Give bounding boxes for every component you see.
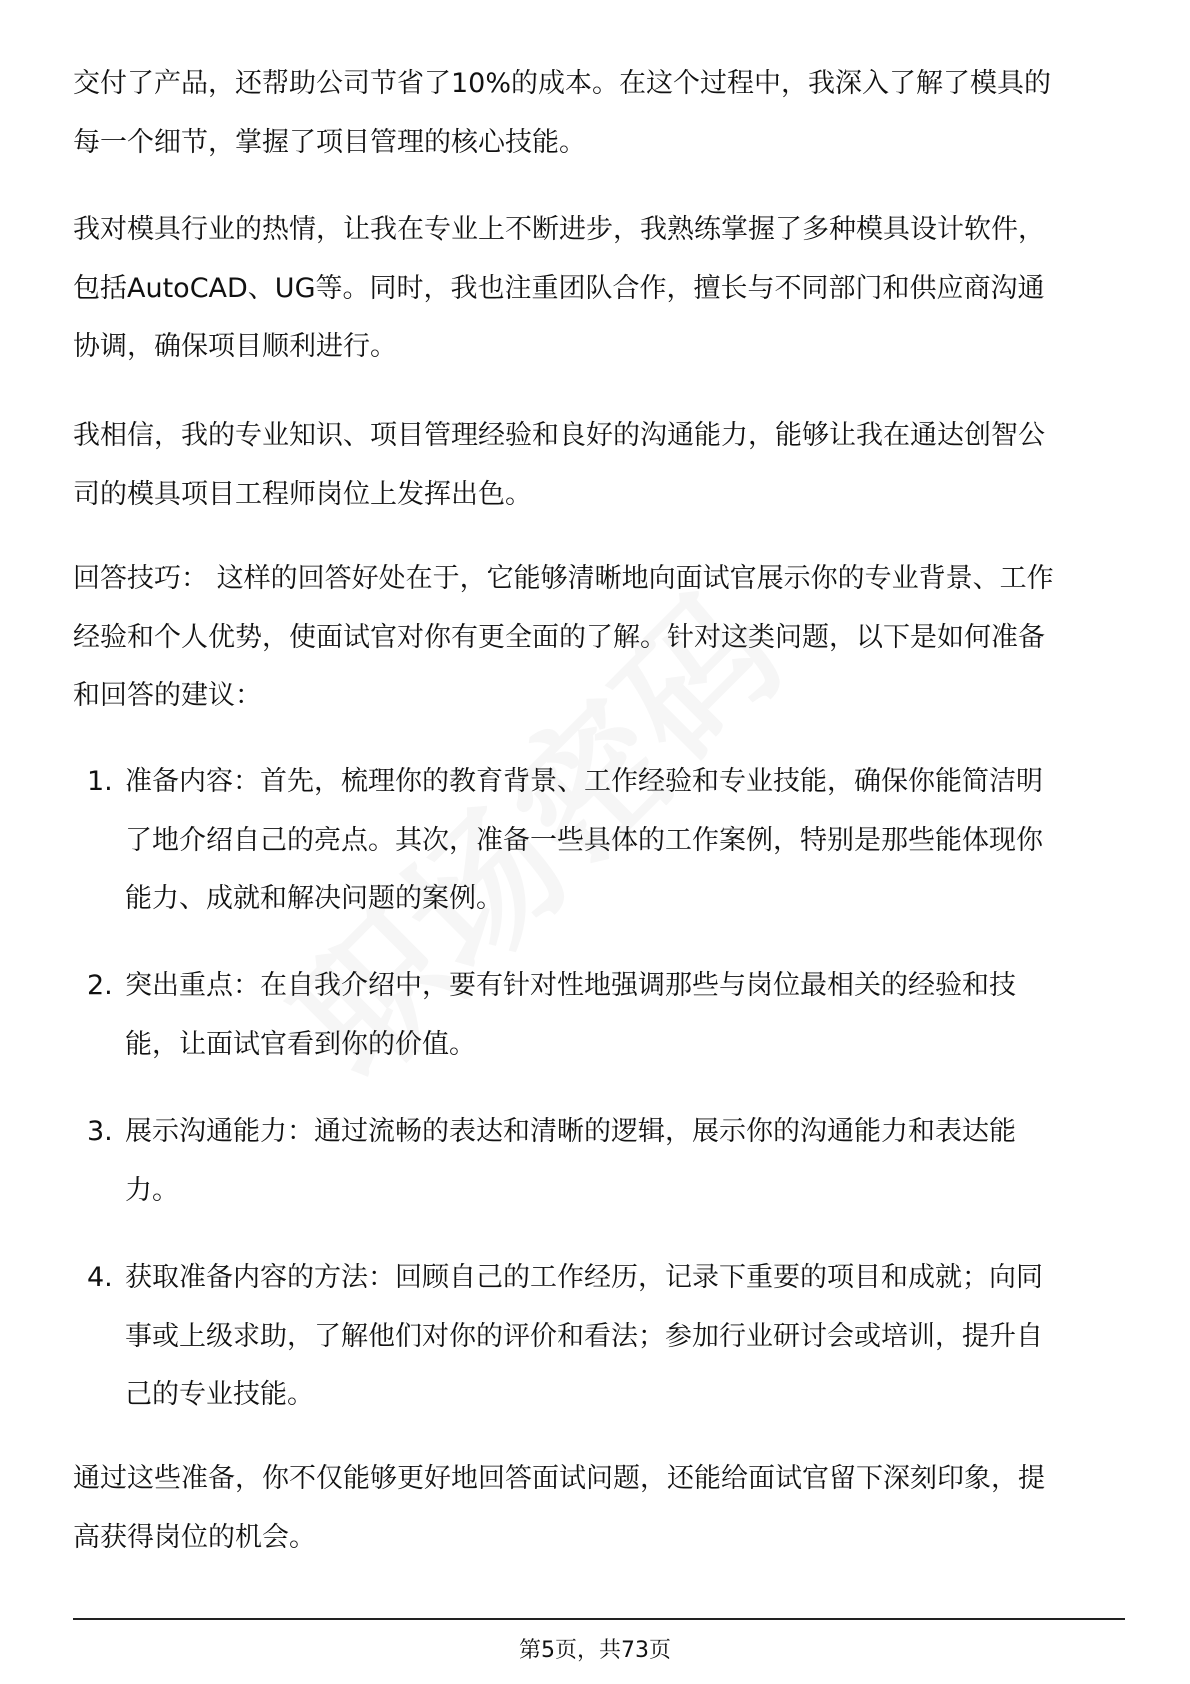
closing-paragraph: [73, 1450, 1133, 1567]
paragraph-3: [73, 407, 1133, 524]
text-line: 突出重点：在自我介绍中，要有针对性地强调那些与岗位最相关的经验和技: [125, 970, 1016, 1001]
text-line: 协调，确保项目顺利进行。: [73, 331, 397, 362]
text-line: 能力、成就和解决问题的案例。: [125, 883, 503, 914]
paragraph-1: [73, 55, 1133, 172]
text-line: 回答技巧： 这样的回答好处在于，它能够清晰地向面试官展示你的专业背景、工作: [73, 563, 1054, 594]
text-line: 高获得岗位的机会。: [73, 1521, 316, 1553]
text-line: 经验和个人优势，使面试官对你有更全面的了解。针对这类问题，以下是如何准备: [73, 621, 1045, 653]
list-number: 3.: [87, 1116, 113, 1147]
footer-divider: [73, 1618, 1125, 1620]
text-line: 每一个细节，掌握了项目管理的核心技能。: [73, 126, 586, 158]
page-number: 第5页，共73页: [519, 1638, 671, 1663]
text-line: 交付了产品，还帮助公司节省了10%的成本。在这个过程中，我深入了解了模具的: [73, 68, 1052, 99]
text-line: 准备内容：首先，梳理你的教育背景、工作经验和专业技能，确保你能简洁明: [125, 766, 1043, 797]
text-line: 能，让面试官看到你的价值。: [125, 1028, 476, 1060]
list-number: 1.: [87, 766, 113, 797]
list-number: 2.: [87, 970, 113, 1001]
text-line: 事或上级求助，了解他们对你的评价和看法；参加行业研讨会或培训，提升自: [125, 1320, 1043, 1352]
text-line: 力。: [125, 1174, 179, 1206]
text-line: 司的模具项目工程师岗位上发挥出色。: [73, 478, 532, 510]
text-line: 己的专业技能。: [125, 1379, 314, 1410]
text-line: 获取准备内容的方法：回顾自己的工作经历，记录下重要的项目和成就；向同: [125, 1262, 1043, 1293]
text-line: 通过这些准备，你不仅能够更好地回答面试问题，还能给面试官留下深刻印象，提: [73, 1463, 1045, 1494]
paragraph-2: [73, 201, 1133, 377]
text-line: 了地介绍自己的亮点。其次，准备一些具体的工作案例，特别是那些能体现你: [125, 824, 1043, 856]
text-line: 我相信，我的专业知识、项目管理经验和良好的沟通能力，能够让我在通达创智公: [73, 420, 1045, 451]
answer-tips-paragraph: [73, 550, 1133, 726]
text-line: 包括AutoCAD、UG等。同时，我也注重团队合作，擅长与不同部门和供应商沟通: [73, 272, 1045, 304]
text-line: 和回答的建议：: [73, 680, 262, 711]
text-line: 我对模具行业的热情，让我在专业上不断进步，我熟练掌握了多种模具设计软件，: [73, 214, 1045, 245]
text-line: 展示沟通能力：通过流畅的表达和清晰的逻辑，展示你的沟通能力和表达能: [125, 1116, 1016, 1147]
list-number: 4.: [87, 1262, 113, 1293]
